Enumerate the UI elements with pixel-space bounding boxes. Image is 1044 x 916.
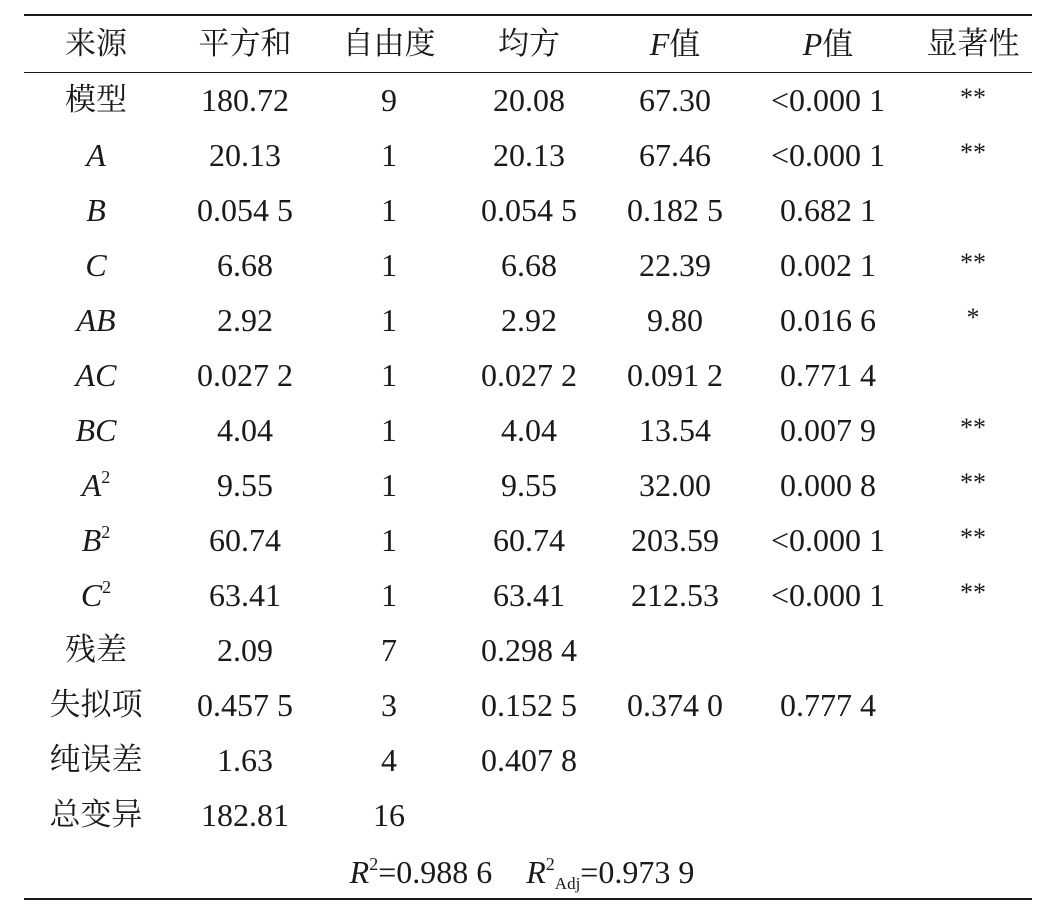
mean-square-cell: 20.08: [493, 82, 565, 118]
header-mean-square: 均方: [498, 26, 560, 62]
p-value-cell: <0.000 1: [770, 137, 886, 173]
sum-of-squares-cell: 9.55: [217, 467, 273, 503]
df-cell: 1: [381, 137, 397, 173]
r2-symbol: R: [349, 854, 370, 890]
table-header-rule: [24, 72, 1032, 73]
r2-adj-symbol: R: [526, 854, 546, 890]
header-f-letter: F: [649, 26, 670, 62]
source-label: 失拟项: [49, 687, 143, 723]
mean-square-cell: 2.92: [501, 302, 557, 338]
df-cell: 9: [381, 82, 397, 118]
significance-cell: **: [960, 138, 986, 167]
df-cell: 7: [381, 632, 397, 668]
mean-square-cell: 0.027 2: [481, 357, 577, 393]
source-label: 总变异: [49, 797, 143, 833]
source-label: AC: [75, 357, 117, 393]
df-cell: 4: [381, 742, 397, 778]
sum-of-squares-cell: 0.027 2: [197, 357, 293, 393]
source-cell: [81, 575, 111, 615]
mean-square-cell: 20.13: [493, 137, 565, 173]
source-cell: [50, 795, 143, 835]
source-cell: [50, 685, 143, 725]
header-sum-of-squares: 平方和: [198, 26, 292, 62]
source-label: B: [86, 192, 106, 228]
header-source: 来源: [65, 26, 127, 62]
header-p-value: [803, 24, 854, 65]
source-superscript: 2: [101, 467, 111, 487]
f-value-cell: 203.59: [631, 522, 719, 558]
source-cell: [86, 190, 106, 230]
header-degrees-of-freedom: 自由度: [342, 26, 436, 62]
sum-of-squares-cell: 4.04: [217, 412, 273, 448]
source-cell: [86, 135, 106, 175]
source-label: A: [81, 467, 102, 503]
df-cell: 1: [381, 577, 397, 613]
sum-of-squares-cell: 2.09: [217, 632, 273, 668]
source-cell: [76, 410, 117, 450]
p-value-cell: <0.000 1: [770, 82, 886, 118]
sum-of-squares-cell: 60.74: [209, 522, 281, 558]
significance-cell: *: [966, 303, 980, 332]
sum-of-squares-cell: 63.41: [209, 577, 281, 613]
r2-adj-value: =0.973 9: [580, 854, 695, 890]
f-value-cell: 9.80: [647, 302, 703, 338]
r2-value: =0.988 6: [378, 854, 493, 890]
header-f-value: [650, 24, 701, 65]
f-value-cell: 32.00: [639, 467, 711, 503]
p-value-cell: 0.002 1: [780, 247, 876, 283]
p-value-cell: 0.771 4: [780, 357, 876, 393]
sum-of-squares-cell: 2.92: [217, 302, 273, 338]
p-value-cell: 0.682 1: [780, 192, 876, 228]
f-value-cell: 0.091 2: [627, 357, 723, 393]
table-bottom-rule: [24, 898, 1032, 900]
p-value-cell: 0.777 4: [780, 687, 876, 723]
source-label: C: [85, 247, 107, 283]
source-label: A: [86, 137, 106, 173]
source-label: C: [80, 577, 103, 613]
source-label: 模型: [65, 82, 127, 118]
df-cell: 1: [381, 357, 397, 393]
table-top-rule: [24, 14, 1032, 16]
source-cell: [50, 740, 143, 780]
source-superscript: 2: [101, 522, 111, 542]
mean-square-cell: 63.41: [493, 577, 565, 613]
source-label: B: [81, 522, 102, 558]
significance-cell: **: [960, 413, 986, 442]
mean-square-cell: 6.68: [501, 247, 557, 283]
mean-square-cell: 0.054 5: [481, 192, 577, 228]
significance-cell: **: [960, 248, 986, 277]
sum-of-squares-cell: 180.72: [201, 82, 289, 118]
df-cell: 16: [373, 797, 405, 833]
df-cell: 1: [381, 302, 397, 338]
sum-of-squares-cell: 182.81: [201, 797, 289, 833]
significance-cell: **: [960, 468, 986, 497]
mean-square-cell: 0.407 8: [481, 742, 577, 778]
source-label: BC: [75, 412, 117, 448]
source-label: 残差: [65, 632, 127, 668]
mean-square-cell: 0.152 5: [481, 687, 577, 723]
p-value-cell: 0.007 9: [780, 412, 876, 448]
mean-square-cell: 0.298 4: [481, 632, 577, 668]
df-cell: 3: [381, 687, 397, 723]
header-p-letter: P: [802, 26, 823, 62]
source-cell: [76, 355, 117, 395]
source-cell: [65, 630, 127, 670]
df-cell: 1: [381, 522, 397, 558]
source-cell: [85, 245, 106, 285]
f-value-cell: 212.53: [631, 577, 719, 613]
sum-of-squares-cell: 0.054 5: [197, 192, 293, 228]
sum-of-squares-cell: 6.68: [217, 247, 273, 283]
source-cell: [76, 300, 115, 340]
f-value-cell: 67.30: [639, 82, 711, 118]
df-cell: 1: [381, 192, 397, 228]
source-cell: [65, 80, 127, 120]
f-value-cell: 22.39: [639, 247, 711, 283]
p-value-cell: 0.016 6: [780, 302, 876, 338]
sum-of-squares-cell: 20.13: [209, 137, 281, 173]
f-value-cell: 0.374 0: [627, 687, 723, 723]
header-f-suffix: 值: [669, 27, 701, 63]
significance-cell: **: [960, 523, 986, 552]
source-superscript: 2: [102, 577, 112, 597]
source-cell: [82, 520, 111, 560]
table-footer-note: [0, 852, 1044, 892]
p-value-cell: <0.000 1: [770, 522, 886, 558]
r2-adj-subscript: Adj: [554, 874, 581, 893]
df-cell: 1: [381, 467, 397, 503]
df-cell: 1: [381, 247, 397, 283]
header-p-suffix: 值: [822, 27, 854, 63]
f-value-cell: 67.46: [639, 137, 711, 173]
header-significance: 显著性: [926, 26, 1020, 62]
mean-square-cell: 9.55: [501, 467, 557, 503]
r2-adj-superscript: 2: [545, 854, 555, 874]
p-value-cell: <0.000 1: [770, 577, 886, 613]
source-label: AB: [76, 302, 116, 338]
sum-of-squares-cell: 1.63: [217, 742, 273, 778]
source-label: 纯误差: [49, 742, 143, 778]
df-cell: 1: [381, 412, 397, 448]
mean-square-cell: 4.04: [501, 412, 557, 448]
mean-square-cell: 60.74: [493, 522, 565, 558]
source-cell: [82, 465, 111, 505]
sum-of-squares-cell: 0.457 5: [197, 687, 293, 723]
f-value-cell: 0.182 5: [627, 192, 723, 228]
significance-cell: **: [960, 83, 986, 112]
r2-superscript: 2: [369, 854, 379, 874]
significance-cell: **: [960, 578, 986, 607]
f-value-cell: 13.54: [639, 412, 711, 448]
p-value-cell: 0.000 8: [780, 467, 876, 503]
